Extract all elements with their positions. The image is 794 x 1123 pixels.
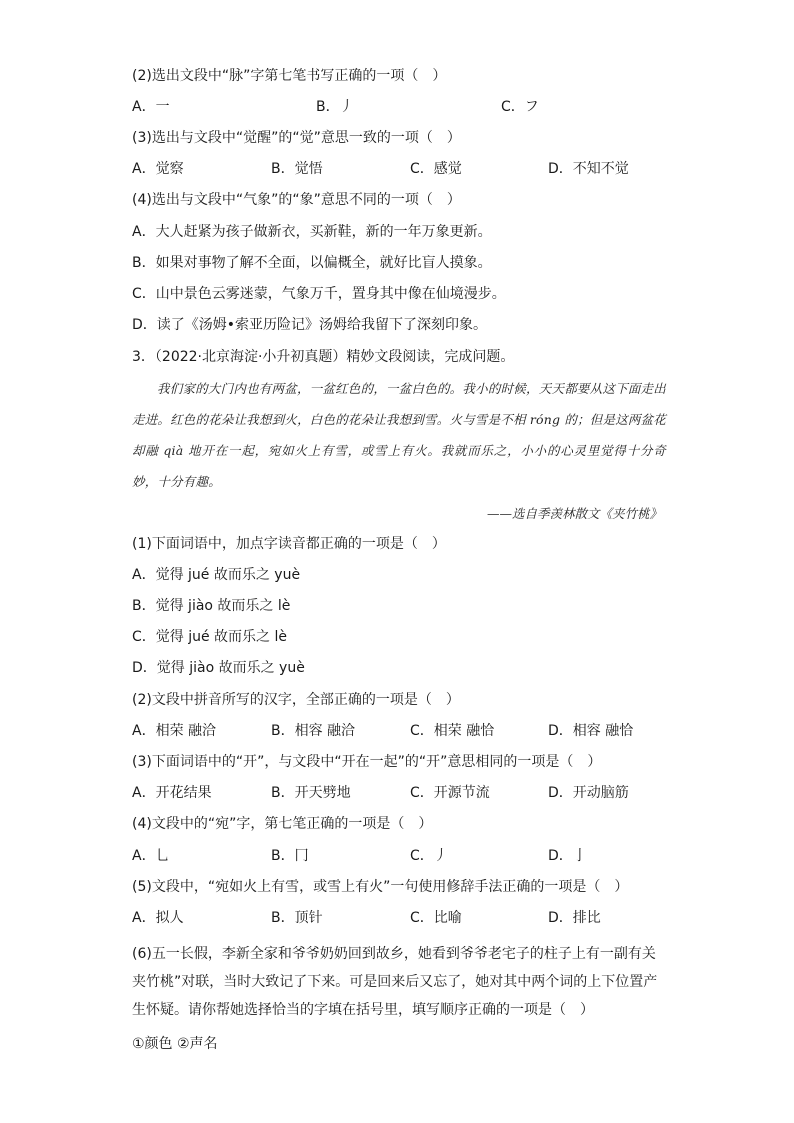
option-a: A．相荣 融洽 xyxy=(132,723,217,739)
s3-question-6-items: ①颜色 ②声名 xyxy=(132,1036,218,1052)
option-b: B．顶针 xyxy=(271,910,323,926)
s3-question-3-stem: (3)下面词语中的“开”，与文段中“开在一起”的“开”意思相同的一项是（ ） xyxy=(132,754,602,770)
option-d: D．亅 xyxy=(548,848,587,864)
question-3-stem: (3)选出与文段中“觉醒”的“觉”意思一致的一项（ ） xyxy=(132,130,461,146)
option-c: C．フ xyxy=(501,99,539,115)
s3-question-5-stem: (5)文段中，“宛如火上有雪，或雪上有火”一句使用修辞手法正确的一项是（ ） xyxy=(132,879,629,895)
option-b: B．丿 xyxy=(316,99,354,115)
option-d: D．开动脑筋 xyxy=(548,785,629,801)
option-c: C．丿 xyxy=(410,848,448,864)
option-d: D．排比 xyxy=(548,910,601,926)
s3-question-2-options xyxy=(132,721,672,741)
s3-question-1-option-d: D．觉得 jiào 故而乐之 yuè xyxy=(132,660,305,676)
option-b: B．相容 融洽 xyxy=(271,723,356,739)
s3-question-1-option-c: C．觉得 jué 故而乐之 lè xyxy=(132,629,288,645)
option-c: C．感觉 xyxy=(410,161,462,177)
option-c: C．相荣 融恰 xyxy=(410,723,495,739)
s3-question-6-stem: (6)五一长假，李新全家和爷爷奶奶回到故乡，她看到爷爷老宅子的柱子上有一副有关夹竹桃”对联，当时大致记了下来。可是回来后又忘了，她对其中两个词的上下位置产生怀疑。请你帮她选择恰当的字填在括号里，填写顺序正确的一项是（ ） xyxy=(132,946,658,1018)
option-a: A．开花结果 xyxy=(132,785,212,801)
option-a: A．觉察 xyxy=(132,161,184,177)
option-a: A．乚 xyxy=(132,848,170,864)
s3-question-5-options xyxy=(132,908,672,928)
option-a: A．拟人 xyxy=(132,910,184,926)
question-4-option-b: B．如果对事物了解不全面，以偏概全，就好比盲人摸象。 xyxy=(132,255,492,271)
option-b: B．觉悟 xyxy=(271,161,323,177)
s3-question-1-option-b: B．觉得 jiào 故而乐之 lè xyxy=(132,598,291,614)
option-c: C．开源节流 xyxy=(410,785,490,801)
s3-question-4-stem: (4)文段中的“宛”字，第七笔正确的一项是（ ） xyxy=(132,816,433,832)
s3-question-4-options xyxy=(132,846,672,866)
option-a: A．一 xyxy=(132,99,170,115)
s3-question-1-stem: (1)下面词语中，加点字读音都正确的一项是（ ） xyxy=(132,536,446,552)
s3-question-3-options xyxy=(132,783,672,803)
question-3-options xyxy=(132,159,672,179)
option-b: B．冂 xyxy=(271,848,309,864)
question-4-option-d: D．读了《汤姆•索亚历险记》汤姆给我留下了深刻印象。 xyxy=(132,317,488,333)
reading-passage: 我们家的大门内也有两盆，一盆红色的，一盆白色的。我小的时候，天天都要从这下面走出走进。红色的花朵让我想到火，白色的花朵让我想到雪。火与雪是不相 róng 的；但是这两盆花却融 qià 地开在一起，宛如火上有雪，或雪上有火。我就而乐之，小小的心灵里觉得十分奇妙，十分有趣。 xyxy=(132,381,667,489)
s3-question-1-option-a: A．觉得 jué 故而乐之 yuè xyxy=(132,567,301,583)
s3-question-2-stem: (2)文段中拼音所写的汉字，全部正确的一项是（ ） xyxy=(132,692,460,708)
option-c: C．比喻 xyxy=(410,910,462,926)
option-d: D．不知不觉 xyxy=(548,161,629,177)
question-4-stem: (4)选出与文段中“气象”的“象”意思不同的一项（ ） xyxy=(132,192,461,208)
option-b: B．开天劈地 xyxy=(271,785,351,801)
option-d: D．相容 融恰 xyxy=(548,723,634,739)
question-2-options xyxy=(132,97,672,117)
question-2-stem: (2)选出文段中“脉”字第七笔书写正确的一项（ ） xyxy=(132,68,447,84)
section-3-heading: 3．（2022·北京海淀·小升初真题）精妙文段阅读，完成问题。 xyxy=(132,349,515,365)
question-4-option-a: A．大人赶紧为孩子做新衣，买新鞋，新的一年万象更新。 xyxy=(132,224,492,240)
passage-source: ——选自季羡林散文《夹竹桃》 xyxy=(486,506,662,521)
question-4-option-c: C．山中景色云雾迷蒙，气象万千，置身其中像在仙境漫步。 xyxy=(132,286,506,302)
